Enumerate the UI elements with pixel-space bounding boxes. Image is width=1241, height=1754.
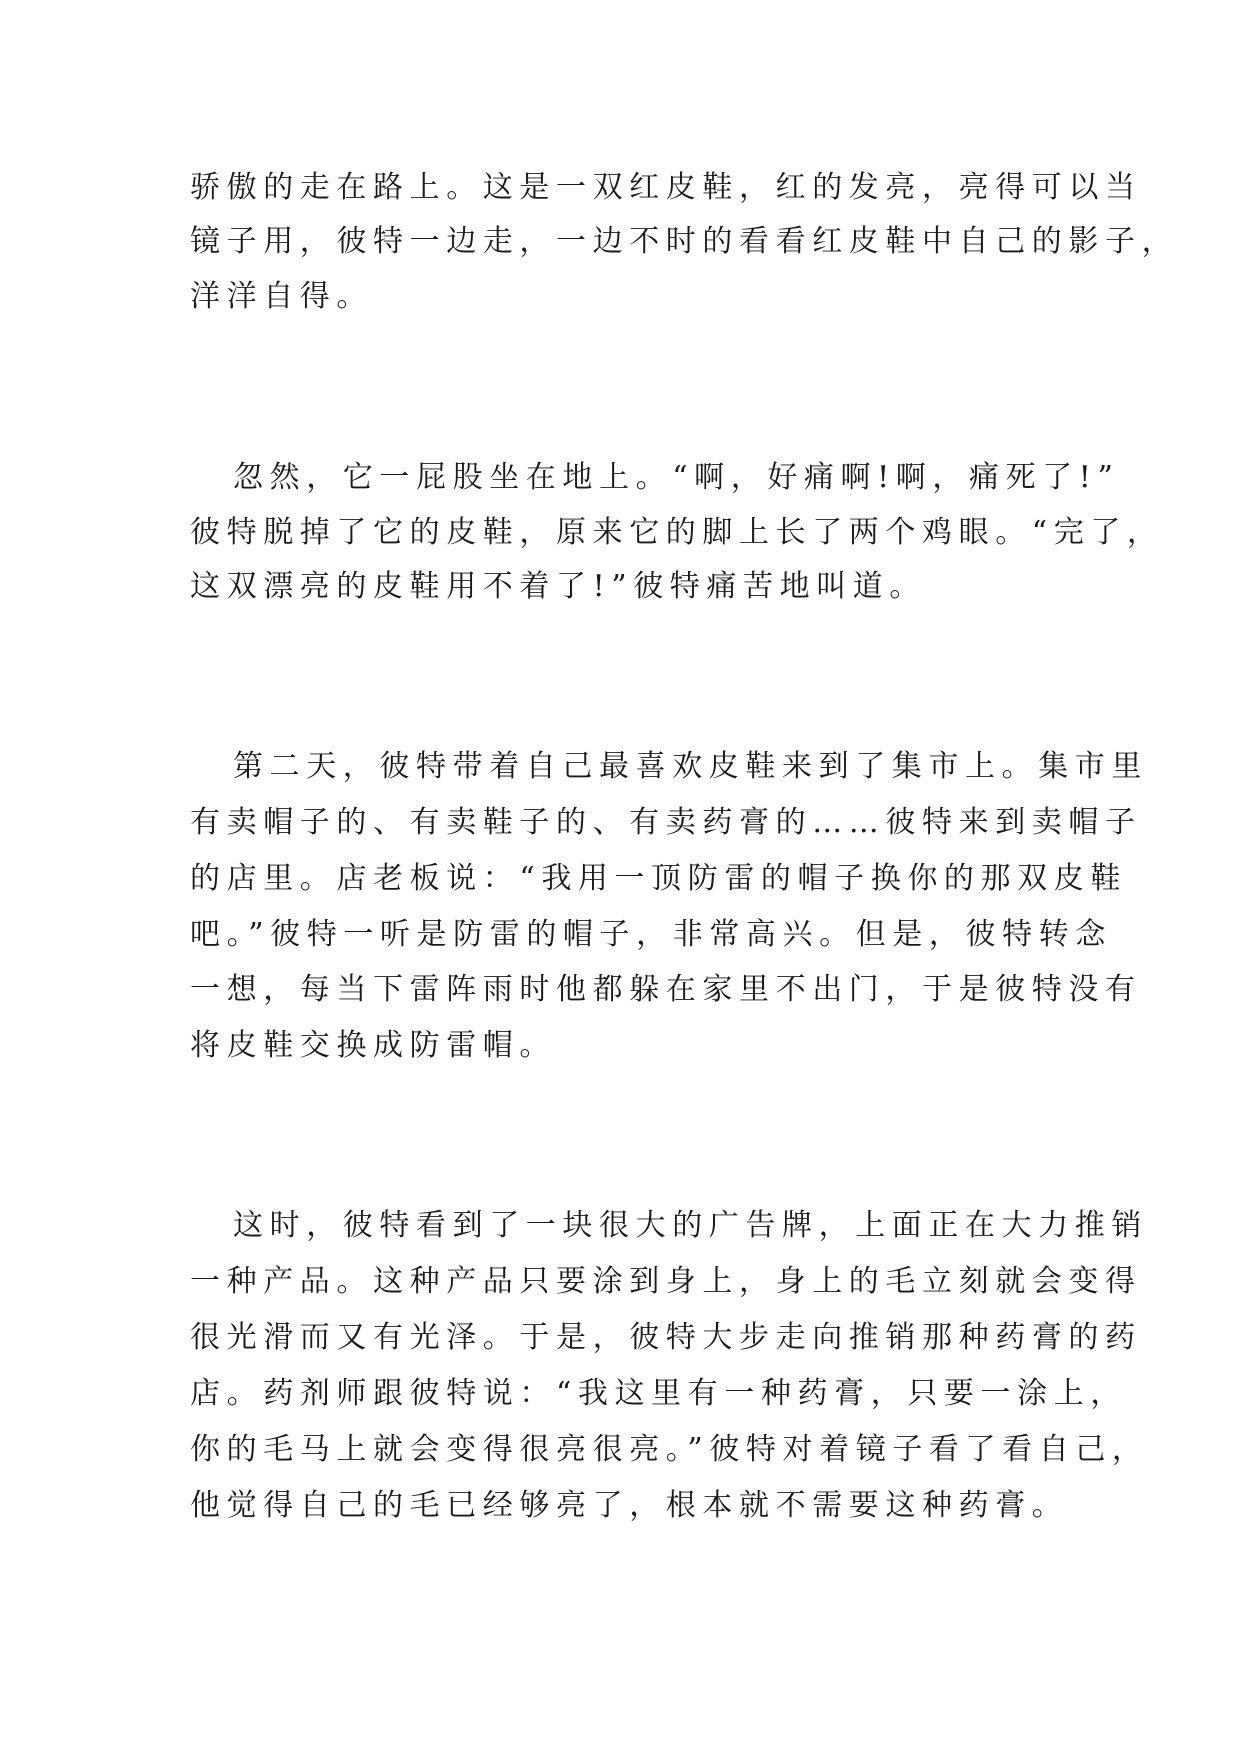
paragraph-line: 洋洋自得。: [190, 279, 373, 314]
paragraph-line: 的店里。店老板说：“我用一顶防雷的帽子换你的那双皮鞋: [190, 861, 1127, 896]
paragraph-line: 店。药剂师跟彼特说：“我这里有一种药膏，只要一涂上，: [190, 1376, 1127, 1411]
paragraph-line: 吧。”彼特一听是防雷的帽子，非常高兴。但是，彼特转念: [190, 917, 1112, 952]
paragraph-line: 镜子用，彼特一边走，一边不时的看看红皮鞋中自己的影子，: [190, 224, 1179, 259]
paragraph-line: 一种产品。这种产品只要涂到身上，身上的毛立刻就会变得: [190, 1264, 1142, 1299]
paragraph-line: 一想，每当下雷阵雨时他都躲在家里不出门，于是彼特没有: [190, 972, 1142, 1007]
paragraph-line: 第二天，彼特带着自己最喜欢皮鞋来到了集市上。集市里: [233, 749, 1148, 784]
paragraph-line: 他觉得自己的毛已经够亮了，根本就不需要这种药膏。: [190, 1488, 1069, 1523]
paragraph-line: 这时，彼特看到了一块很大的广告牌，上面正在大力推销: [233, 1208, 1148, 1243]
paragraph-line: 骄傲的走在路上。这是一双红皮鞋，红的发亮，亮得可以当: [190, 170, 1142, 205]
paragraph-line: 彼特脱掉了它的皮鞋，原来它的脚上长了两个鸡眼。“完了，: [190, 515, 1164, 550]
paragraph-line: 有卖帽子的、有卖鞋子的、有卖药膏的……彼特来到卖帽子: [190, 805, 1142, 840]
paragraph-line: 这双漂亮的皮鞋用不着了!”彼特痛苦地叫道。: [190, 569, 926, 604]
paragraph-line: 忽然，它一屁股坐在地上。“啊，好痛啊!啊，痛死了!”: [233, 460, 1120, 495]
paragraph-line: 将皮鞋交换成防雷帽。: [190, 1028, 556, 1063]
paragraph-line: 你的毛马上就会变得很亮很亮。”彼特对着镜子看了看自己，: [190, 1432, 1149, 1467]
paragraph-line: 很光滑而又有光泽。于是，彼特大步走向推销那种药膏的药: [190, 1320, 1142, 1355]
